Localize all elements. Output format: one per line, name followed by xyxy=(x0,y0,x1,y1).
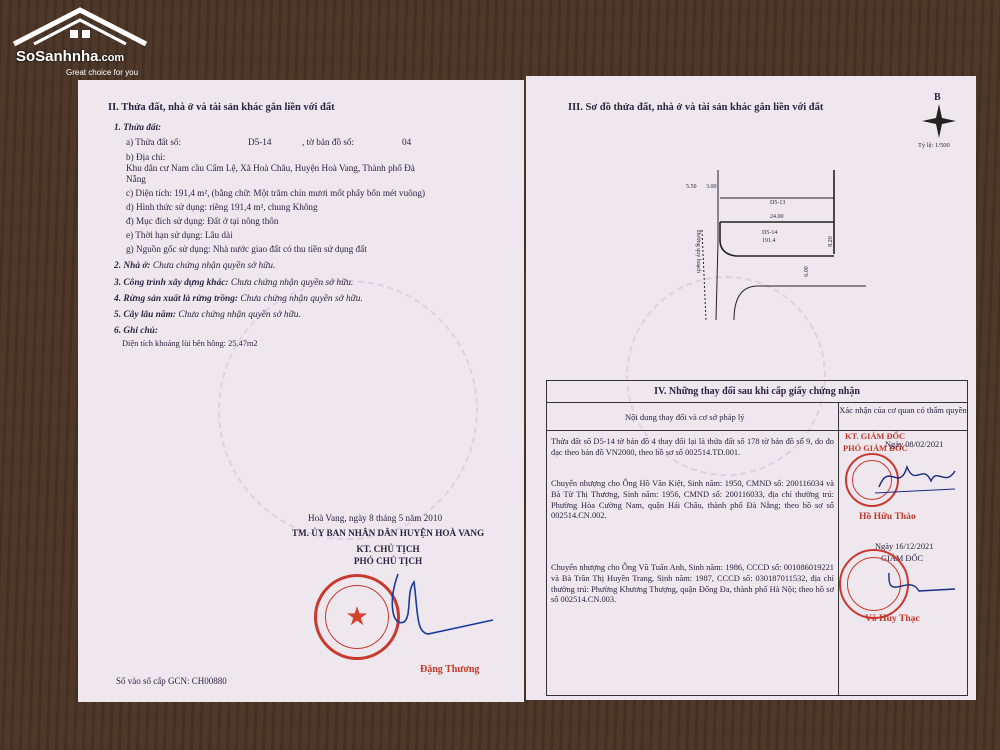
road-width-3: 6.00 xyxy=(803,266,810,277)
parcel-number-value: D5-14 xyxy=(248,137,272,147)
plot-label-side: 8.20 xyxy=(827,236,834,247)
official-red-stamp: ★ xyxy=(314,574,400,660)
sig1-date: Ngày 08/02/2021 xyxy=(885,440,944,449)
change-entry-3: Chuyển nhượng cho Ông Vũ Tuấn Anh, Sinh năm: 1986, CCCD số: 001086019221 và Bà Trần Thị Huyền Trang, Sinh năm: 1987, CCCD số: 030187011532, địa chỉ thường trú: Phường Khương Thượng, quận Đống Đa, thành phố Hà Nội; theo hồ sơ số 002514.CN.003. xyxy=(551,563,834,605)
map-scale: Tỷ lệ: 1/500 xyxy=(918,142,950,149)
watermark-logo xyxy=(6,4,156,78)
sig1-position-2: PHÓ GIÁM ĐỐC xyxy=(843,444,908,453)
signer-name: Đặng Thương xyxy=(420,664,480,675)
left-signature-block xyxy=(268,528,508,566)
road-width-2: 3.00 xyxy=(706,184,717,190)
certificate-left-page xyxy=(78,80,524,702)
plot-label-upper: D5-13 xyxy=(770,200,786,206)
north-label: B xyxy=(934,92,941,103)
map-sheet-label: , tờ bản đồ số: xyxy=(302,137,355,147)
item-6-notes: 6. Ghi chú: xyxy=(114,326,159,336)
position-1: KT. CHỦ TỊCH xyxy=(356,544,420,554)
sig2-position: GIÁM ĐỐC xyxy=(881,554,924,563)
usage-origin-line: g) Nguồn gốc sử dụng: Nhà nước giao đất có thu tiền sử dụng đất xyxy=(126,244,367,254)
plot-label-width: 24.00 xyxy=(770,214,784,220)
watermark-slogan: Great choice for you xyxy=(66,68,139,77)
sig1-name: Hồ Hữu Thảo xyxy=(859,511,916,522)
road-width-1: 5.50 xyxy=(686,184,697,190)
table-title: IV. Những thay đổi sau khi cấp giấy chứng nhận xyxy=(547,381,967,403)
change-entry-1: Thửa đất số D5-14 tờ bản đồ 4 thay đổi lại là thửa đất số 178 tờ bản đồ số 9, do đo đạc theo bản đồ VN2000, theo hồ sơ số 002514.TD.001. xyxy=(551,437,834,457)
sig2-signature xyxy=(879,563,959,603)
road-name: Đường quy hoạch xyxy=(695,229,702,274)
plot-label-area: 191.4 xyxy=(762,238,776,244)
table-header-row xyxy=(547,403,967,431)
note-text: Diện tích khoảng lùi bên hông: 25.47m2 xyxy=(122,339,258,348)
usage-form-line: d) Hình thức sử dụng: riêng 191,4 m², chung Không xyxy=(126,202,318,212)
address-line-1: Khu dân cư Nam cầu Cẩm Lệ, Xã Hoà Châu, Huyện Hoà Vang, Thành phố Đà xyxy=(126,163,415,173)
col-content-header: Nội dung thay đổi và cơ sở pháp lý xyxy=(547,403,839,430)
parcel-number-label: a) Thửa đất số: xyxy=(126,137,182,147)
section-ii-title: II. Thửa đất, nhà ở và tài sản khác gắn liền với đất xyxy=(108,102,335,113)
usage-purpose-line: đ) Mục đích sử dụng: Đất ở tại nông thôn xyxy=(126,216,279,226)
sig2-name: Võ Huy Thạc xyxy=(865,613,920,624)
signature-scribble xyxy=(368,572,498,642)
item-1-label: 1. Thửa đất: xyxy=(114,122,162,132)
area-line: c) Diện tích: 191,4 m², (bằng chữ: Một trăm chín mươi mốt phẩy bốn mét vuông) xyxy=(126,188,426,198)
issuing-authority: TM. ỦY BAN NHÂN DÂN HUYỆN HOÀ VANG xyxy=(291,528,485,538)
address-line-2: Nẵng xyxy=(126,174,146,184)
item-3-construction: 3. Công trình xây dựng khác: Chưa chứng nhận quyền sở hữu. xyxy=(114,278,354,288)
certificate-right-page xyxy=(526,76,976,700)
sig1-position-1: KT. GIÁM ĐỐC xyxy=(845,432,906,441)
item-2-house: 2. Nhà ở: Chưa chứng nhận quyền sở hữu. xyxy=(114,261,276,271)
changes-table xyxy=(546,380,968,696)
house-roof-icon xyxy=(10,4,150,48)
section-iii-title: III. Sơ đồ thửa đất, nhà ở và tài sản khác gắn liền với đất xyxy=(568,102,824,113)
sig1-signature xyxy=(875,457,959,497)
watermark-brand: SoSanhnha.com xyxy=(16,48,125,65)
table-body xyxy=(547,431,967,695)
map-sheet-value: 04 xyxy=(402,137,412,147)
sig2-date: Ngày 16/12/2021 xyxy=(875,542,934,551)
item-4-forest: 4. Rừng sản xuất là rừng trồng: Chưa chứng nhận quyền sở hữu. xyxy=(114,294,363,304)
compass-icon xyxy=(922,104,956,138)
book-number: Số vào sổ cấp GCN: CH00880 xyxy=(116,676,227,686)
address-label: b) Địa chỉ: xyxy=(126,152,166,162)
position-2: PHÓ CHỦ TỊCH xyxy=(353,556,423,566)
change-entry-2: Chuyển nhượng cho Ông Hồ Văn Kiệt, Sinh năm: 1950, CMND số: 200116034 và Bà Từ Thị Thương, Sinh năm: 1956, CMND số: 200116033, địa chỉ thường trú: Phường Hòa Cường Nam, quận Hải Châu, thành phố Đà Nẵng; theo hồ sơ số 002514.CN.002. xyxy=(551,479,834,521)
item-5-trees: 5. Cây lâu năm: Chưa chứng nhận quyền sở hữu. xyxy=(114,310,301,320)
usage-term-line: e) Thời hạn sử dụng: Lâu dài xyxy=(126,230,233,240)
plot-label-lot: D5-14 xyxy=(762,230,778,236)
col-confirm-header: Xác nhận của cơ quan có thẩm quyền xyxy=(839,405,967,415)
place-date: Hoà Vang, ngày 8 tháng 5 năm 2010 xyxy=(308,513,443,523)
